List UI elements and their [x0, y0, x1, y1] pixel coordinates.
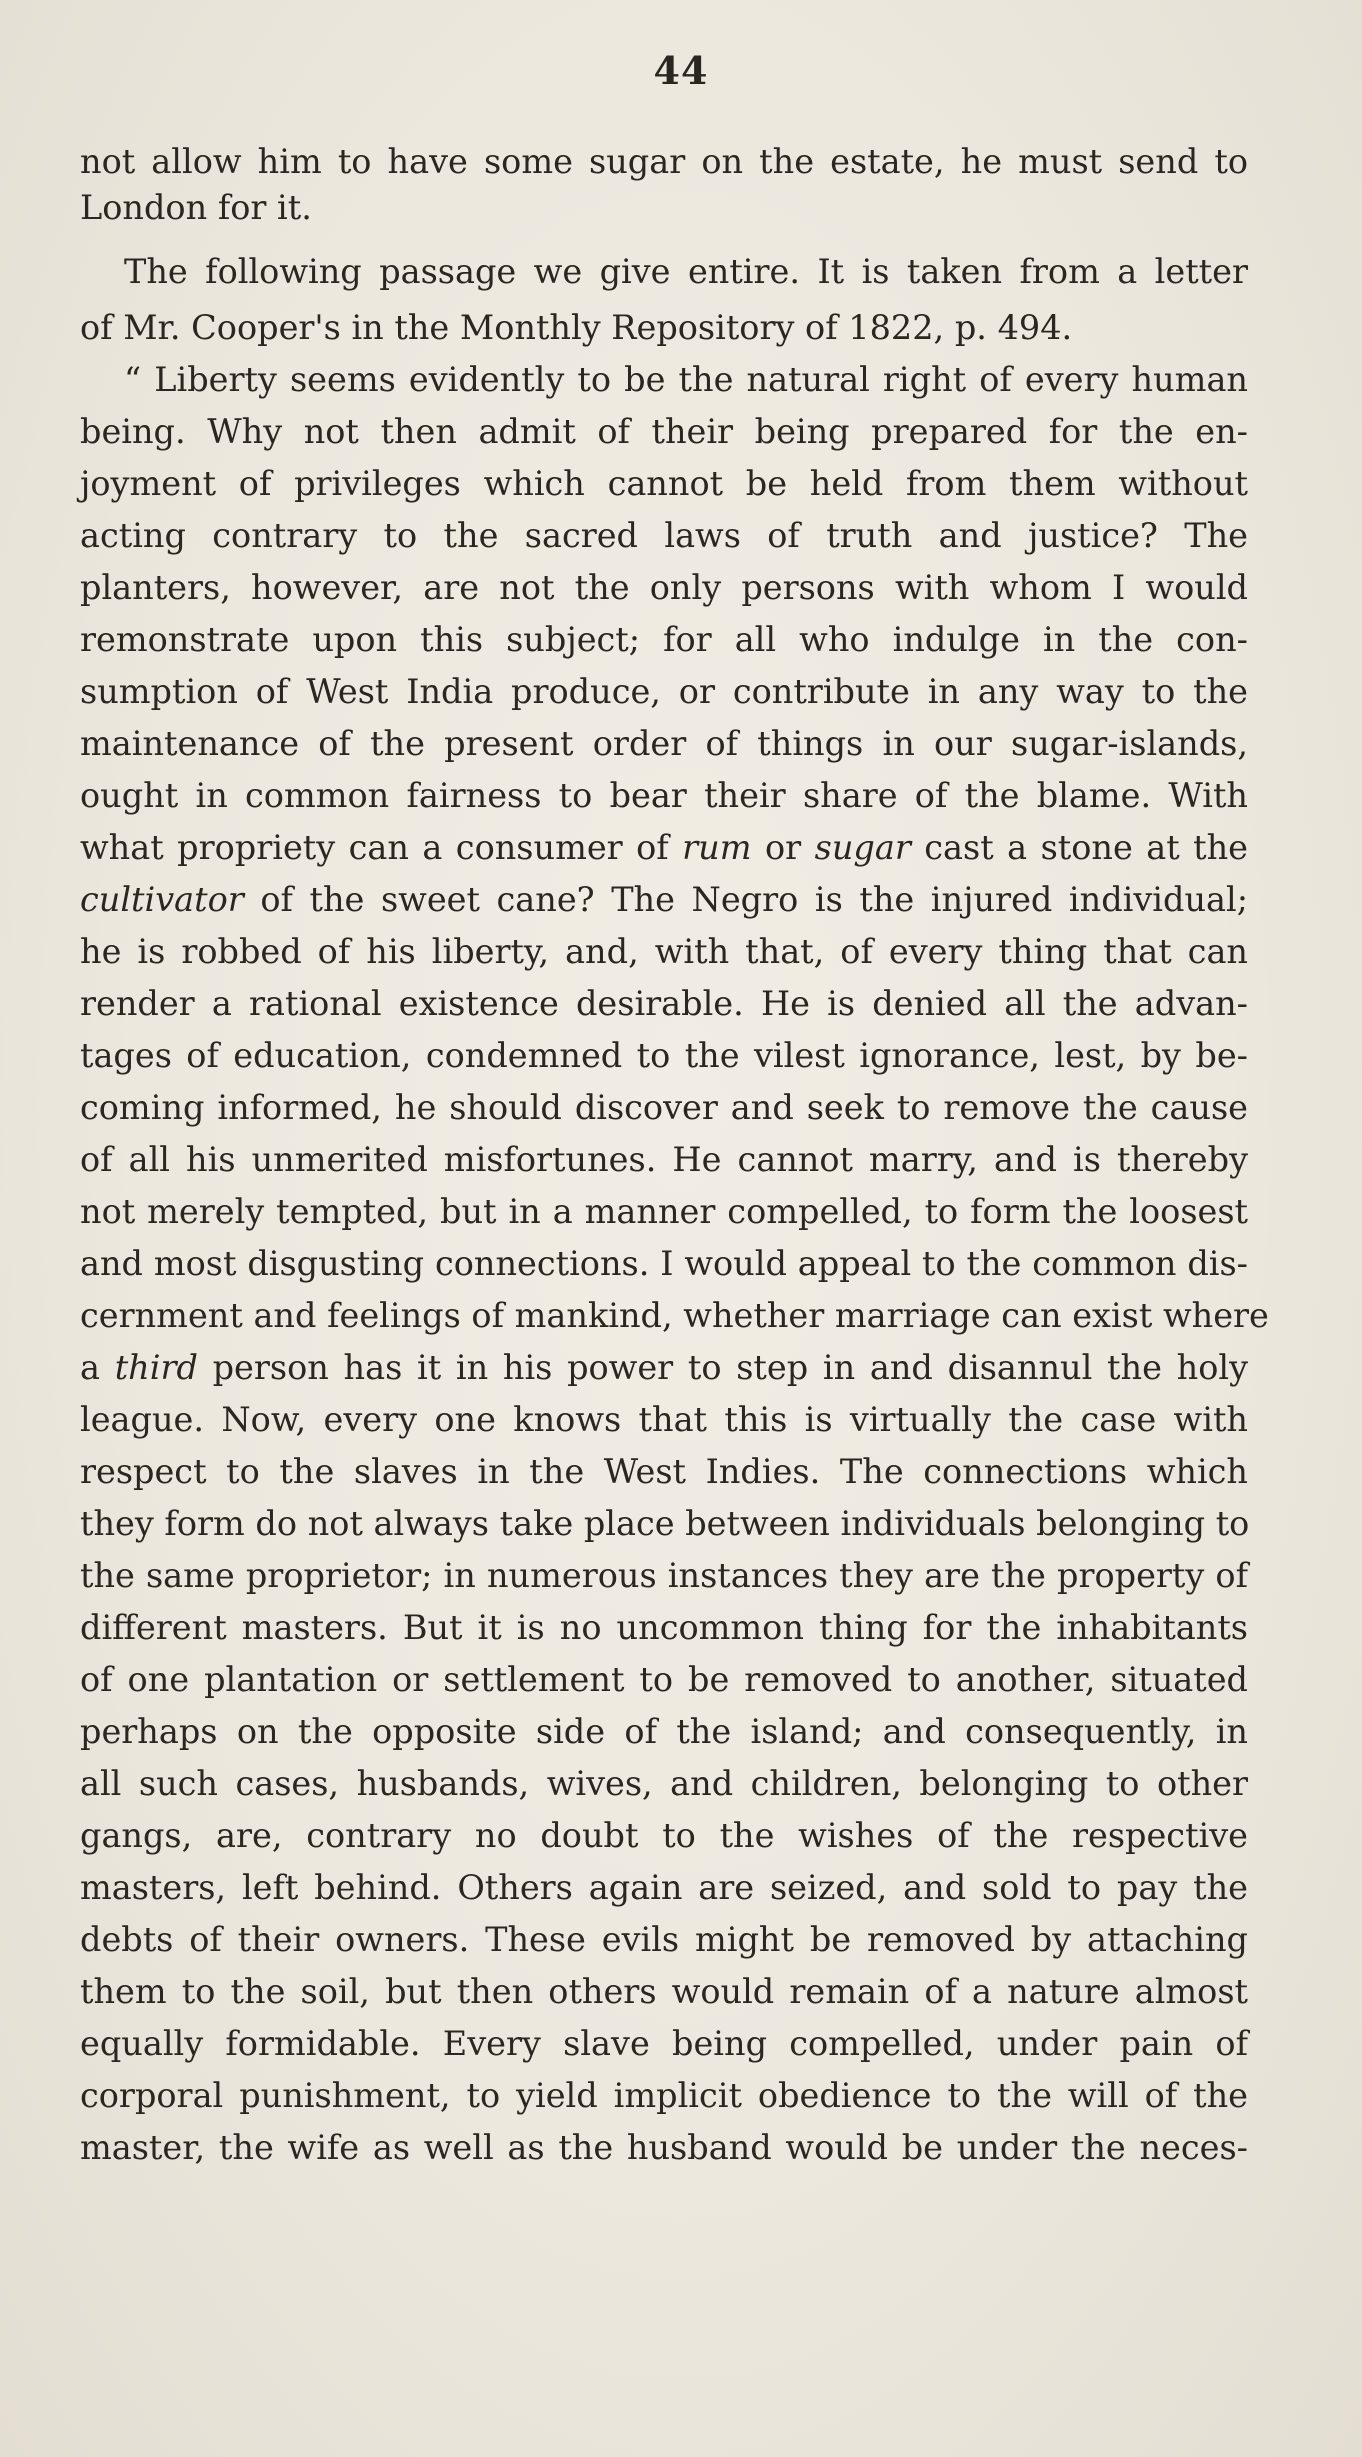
text-line: acting contrary to the sacred laws of truth and justice? The	[80, 516, 1248, 555]
text-line: perhaps on the opposite side of the island; and consequently, in	[80, 1712, 1248, 1751]
text-line: render a rational existence desirable. He is denied all the advan-	[80, 984, 1248, 1023]
text-line: master, the wife as well as the husband would be under the neces-	[80, 2128, 1248, 2167]
text-line: “ Liberty seems evidently to be the natural right of every human	[124, 360, 1248, 399]
text-line: equally formidable. Every slave being compelled, under pain of	[80, 2024, 1248, 2063]
text-line: league. Now, every one knows that this is virtually the case with	[80, 1400, 1248, 1439]
text-line: not allow him to have some sugar on the estate, he must send to	[80, 142, 1248, 181]
italic-word: rum	[682, 828, 752, 867]
text-line: remonstrate upon this subject; for all who indulge in the con-	[80, 620, 1248, 659]
text-line: debts of their owners. These evils might be removed by attaching	[80, 1920, 1248, 1959]
text-line: of all his unmerited misfortunes. He cannot marry, and is thereby	[80, 1140, 1248, 1179]
text-line: the same proprietor; in numerous instances they are the property of	[80, 1556, 1248, 1595]
italic-word: third	[114, 1348, 198, 1387]
text-run: or	[751, 828, 815, 867]
text-line: masters, left behind. Others again are seized, and sold to pay the	[80, 1868, 1248, 1907]
text-run: of the sweet cane? The Negro is the injured individual;	[243, 880, 1248, 919]
text-run: person has it in his power to step in and disannul the holy	[197, 1348, 1249, 1387]
text-line: them to the soil, but then others would remain of a nature almost	[80, 1972, 1248, 2011]
text-run: a	[80, 1348, 115, 1387]
italic-word: cultivator	[80, 880, 244, 919]
page-number: 44	[653, 48, 709, 93]
text-line: tages of education, condemned to the vilest ignorance, lest, by be-	[80, 1036, 1248, 1075]
text-line	[80, 1346, 1248, 1390]
text-line: he is robbed of his liberty, and, with that, of every thing that can	[80, 932, 1248, 971]
italic-word: sugar	[814, 828, 911, 867]
text-run: what propriety can a consumer of	[80, 828, 683, 867]
text-line	[80, 826, 1248, 870]
text-line	[80, 878, 1248, 922]
text-line: The following passage we give entire. It is taken from a letter	[124, 252, 1248, 291]
text-line: ought in common fairness to bear their share of the blame. With	[80, 776, 1248, 815]
text-line: planters, however, are not the only persons with whom I would	[80, 568, 1248, 607]
text-line: being. Why not then admit of their being prepared for the en-	[80, 412, 1248, 451]
text-line: respect to the slaves in the West Indies. The connections which	[80, 1452, 1248, 1491]
text-line: different masters. But it is no uncommon thing for the inhabitants	[80, 1608, 1248, 1647]
text-line: coming informed, he should discover and seek to remove the cause	[80, 1088, 1248, 1127]
text-line: gangs, are, contrary no doubt to the wishes of the respective	[80, 1816, 1248, 1855]
text-line: sumption of West India produce, or contribute in any way to the	[80, 672, 1248, 711]
text-line: joyment of privileges which cannot be held from them without	[80, 464, 1248, 503]
text-line: of one plantation or settlement to be removed to another, situated	[80, 1660, 1248, 1699]
text-line: maintenance of the present order of things in our sugar-islands,	[80, 724, 1248, 763]
text-line: and most disgusting connections. I would appeal to the common dis-	[80, 1244, 1248, 1283]
text-line: all such cases, husbands, wives, and children, belonging to other	[80, 1764, 1248, 1803]
text-line: not merely tempted, but in a manner compelled, to form the loosest	[80, 1192, 1248, 1231]
text-line: London for it.	[80, 188, 312, 227]
text-line: of Mr. Cooper's in the Monthly Repository of 1822, p. 494.	[80, 308, 1073, 347]
text-run: cast a stone at the	[910, 828, 1249, 867]
text-line: they form do not always take place between individuals belonging to	[80, 1504, 1250, 1543]
text-line: cernment and feelings of mankind, whether marriage can exist where	[80, 1296, 1269, 1335]
text-line: corporal punishment, to yield implicit obedience to the will of the	[80, 2076, 1248, 2115]
